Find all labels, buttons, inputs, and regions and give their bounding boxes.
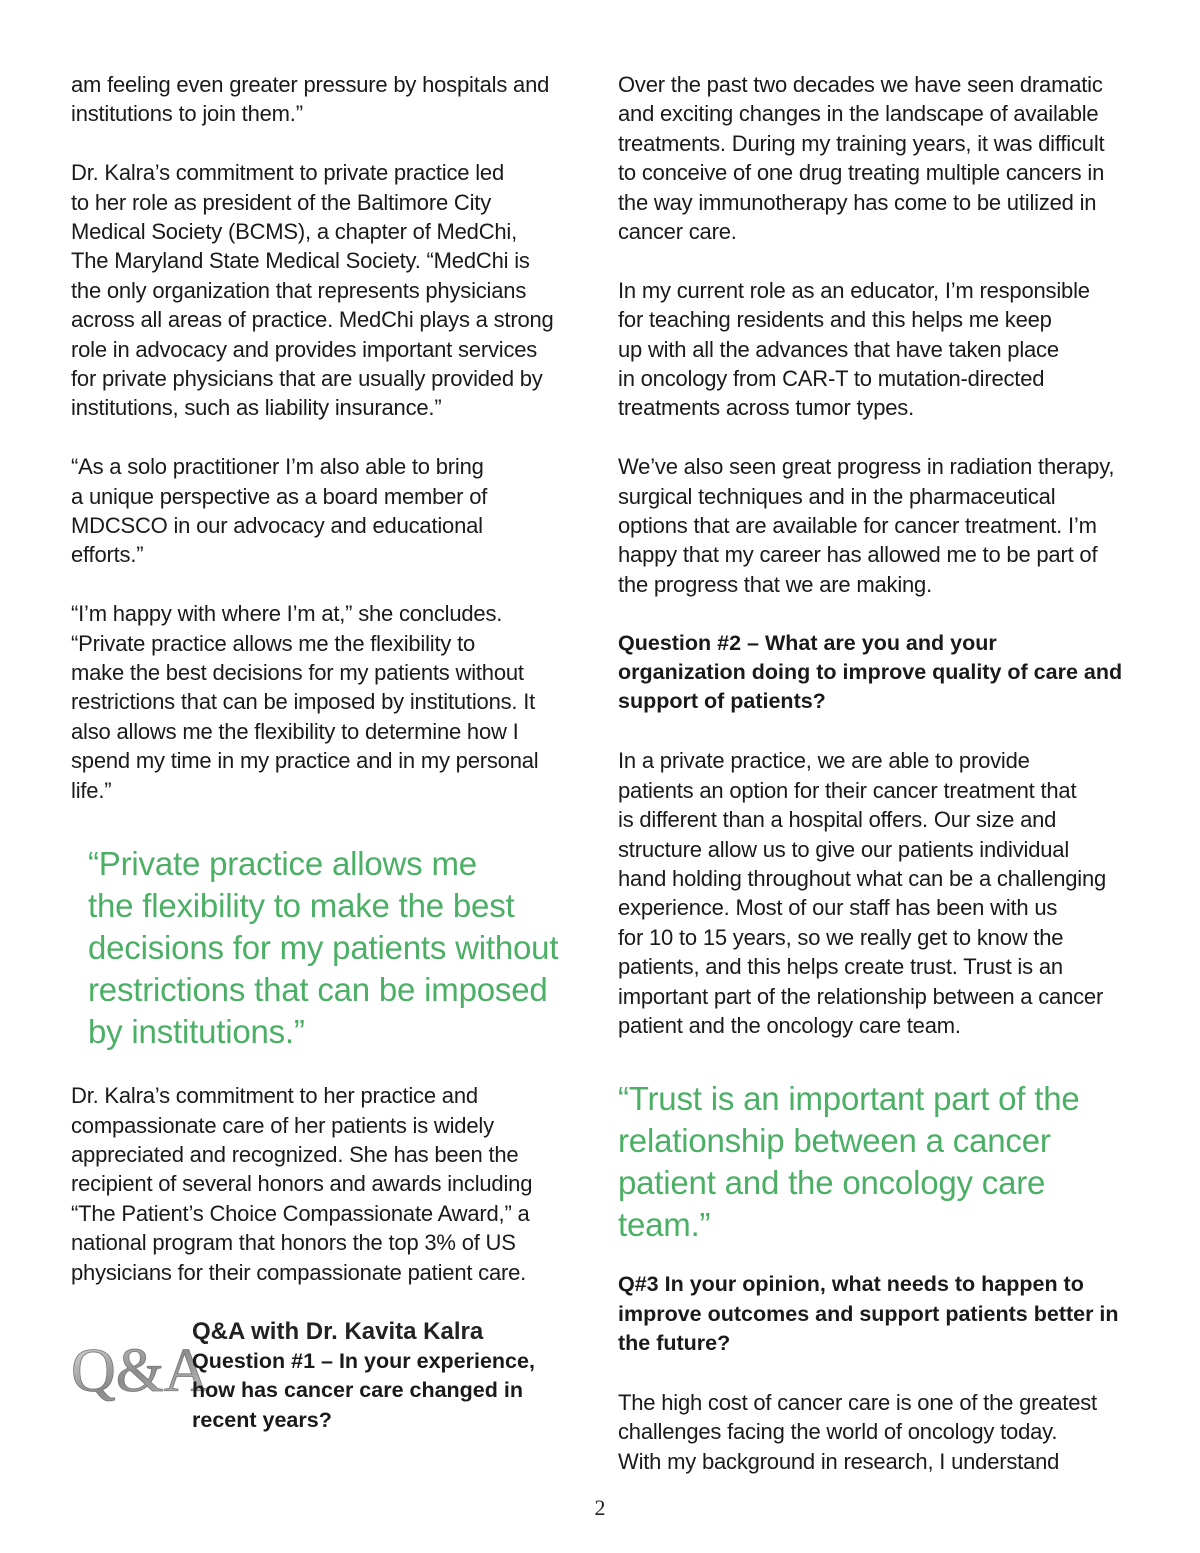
question-1: Question #1 – In your experience, how has cancer care changed in recent years? xyxy=(192,1348,535,1432)
question-3: Q#3 In your opinion, what needs to happen to improve outcomes and support patients better in the future? xyxy=(618,1272,1119,1356)
right-column xyxy=(618,70,1138,1476)
right-paragraph-1: Over the past two decades we have seen dramatic and exciting changes in the landscape of available treatments. During my training years, it was difficult to conceive of one drug treating multiple cancers in the way immunotherapy has come to be utilized in cancer care. xyxy=(618,72,1105,245)
left-paragraph-1: am feeling even greater pressure by hospitals and institutions to join them.” xyxy=(71,72,550,127)
question-2: Question #2 – What are you and your organization doing to improve quality of care and support of patients? xyxy=(618,630,1123,714)
left-paragraph-4: “I’m happy with where I’m at,” she concludes. “Private practice allows me the flexibility to make the best decisions for my patients without restrictions that can be imposed by institutions. It also allows me the flexibility to determine how I spend my time in my practice and in my personal life.” xyxy=(71,601,539,803)
right-paragraph-5: The high cost of cancer care is one of the greatest challenges facing the world of oncology today. With my background in research, I understand xyxy=(618,1389,1097,1474)
qa-title: Q&A with Dr. Kavita Kalra xyxy=(192,1317,484,1345)
left-paragraph-3: “As a solo practitioner I’m also able to bring a unique perspective as a board member of MDCSCO in our advocacy and educational efforts.” xyxy=(71,454,488,568)
qa-logo-icon xyxy=(71,1335,209,1407)
qa-logo-text: Q&A xyxy=(71,1336,209,1405)
left-pull-quote: “Private practice allows me the flexibility to make the best decisions for my patients without restrictions that can be imposed by institutions.” xyxy=(88,845,559,1051)
right-paragraph-2: In my current role as an educator, I’m responsible for teaching residents and this helps me keep up with all the advances that have taken place in oncology from CAR-T to mutation-directed treatments across tumor types. xyxy=(618,277,1090,421)
left-paragraph-5: Dr. Kalra’s commitment to her practice and compassionate care of her patients is widely appreciated and recognized. She has been the recipient of several honors and awards including “The Patient’s Choice Compassionate Award,” a national program that honors the top 3% of US physicians for their compassionate patient care. xyxy=(71,1083,533,1285)
qa-section xyxy=(71,1317,571,1437)
right-pull-quote: “Trust is an important part of the relationship between a cancer patient and the oncology care team.” xyxy=(618,1080,1080,1244)
qa-text xyxy=(192,1317,535,1435)
left-paragraph-2: Dr. Kalra’s commitment to private practice led to her role as president of the Baltimore City Medical Society (BCMS), a chapter of MedChi, The Maryland State Medical Society. “MedChi is the only organization that represents physicians across all areas of practice. MedChi plays a strong role in advocacy and provides important services for private physicians that are usually provided by institutions, such as liability insurance.” xyxy=(71,160,554,421)
left-column xyxy=(71,70,571,1437)
right-paragraph-4: In a private practice, we are able to provide patients an option for their cancer treatment that is different than a hospital offers. Our size and structure allow us to give our patients individual hand holding throughout what can be a challenging experience. Most of our staff has been with us for 10 to 15 years, so we really get to know the patients, and this helps create trust. Trust is an important part of the relationship between a cancer patient and the oncology care team. xyxy=(618,748,1107,1038)
right-paragraph-3: We’ve also seen great progress in radiation therapy, surgical techniques and in the pharmaceutical options that are available for cancer treatment. I’m happy that my career has allowed me to be part of the progress that we are making. xyxy=(618,454,1115,597)
page-number: 2 xyxy=(594,1495,606,1520)
